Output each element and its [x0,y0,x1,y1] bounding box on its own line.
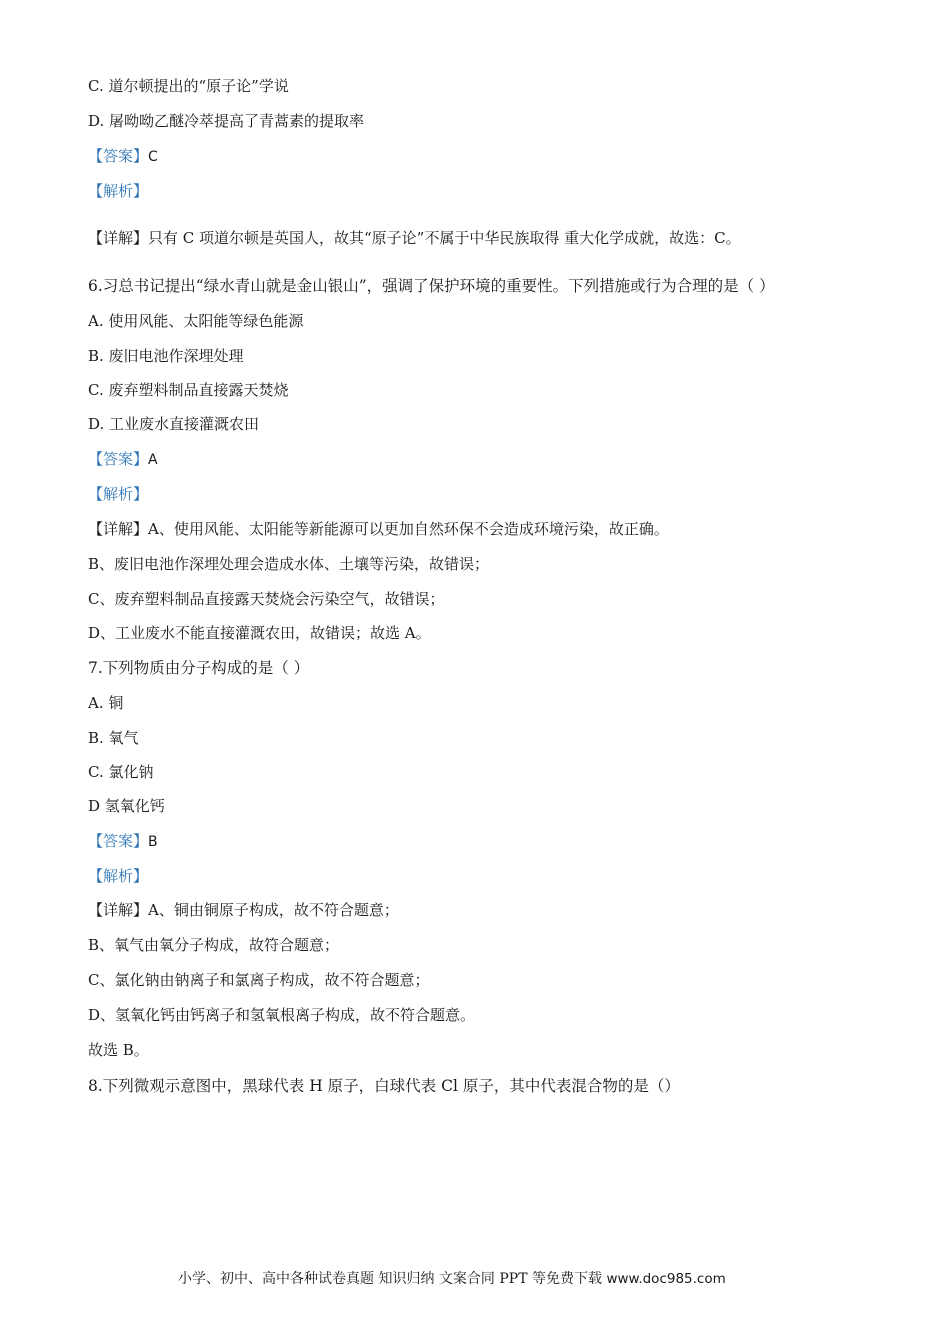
footer-site-link[interactable]: www.doc985.com [606,1271,726,1287]
q5-option-c: C. 道尔顿提出的“原子论”学说 [88,77,289,95]
q6-answer [88,449,158,470]
q6-detail-3: C、废弃塑料制品直接露天焚烧会污染空气，故错误； [88,590,445,608]
q6-option-c: C. 废弃塑料制品直接露天焚烧 [88,381,289,399]
footer-text: 小学、初中、高中各种试卷真题 知识归纳 文案合同 PPT 等免费下载 [178,1271,607,1287]
q7-detail-3: C、氯化钠由钠离子和氯离子构成，故不符合题意； [88,971,430,989]
q7-analysis-label: 【解析】 [88,867,149,885]
answer-label: 【答案】 [88,147,149,165]
q8-question: 8.下列微观示意图中，黑球代表 H 原子，白球代表 Cl 原子，其中代表混合物的是（） [88,1077,680,1095]
q7-option-c: C. 氯化钠 [88,763,154,781]
answer-value: B [148,834,158,850]
q5-analysis-label: 【解析】 [88,182,149,200]
q7-option-b: B. 氧气 [88,729,139,747]
answer-value: C [148,149,158,165]
q6-detail-2: B、废旧电池作深埋处理会造成水体、土壤等污染，故错误； [88,555,490,573]
q5-option-d: D. 屠呦呦乙醚冷萃提高了青蒿素的提取率 [88,112,365,130]
q7-question: 7.下列物质由分子构成的是（ ） [88,659,310,677]
q6-detail-4: D、工业废水不能直接灌溉农田，故错误；故选 A。 [88,624,431,642]
q7-detail-2: B、氧气由氧分子构成，故符合题意； [88,936,340,954]
q7-option-d: D 氢氧化钙 [88,797,165,815]
answer-label: 【答案】 [88,450,149,468]
q5-detail: 【详解】只有 C 项道尔顿是英国人，故其“原子论”不属于中华民族取得 重大化学成就，故选：C。 [88,229,741,247]
answer-value: A [148,452,158,468]
page-footer [178,1270,726,1288]
q7-option-a: A. 铜 [88,694,124,712]
q7-detail-4: D、氢氧化钙由钙离子和氢氧根离子构成，故不符合题意。 [88,1006,476,1024]
q6-question: 6.习总书记提出“绿水青山就是金山银山”，强调了保护环境的重要性。下列措施或行为合理的是（ ） [88,277,775,295]
q7-answer [88,831,158,852]
q6-option-b: B. 废旧电池作深埋处理 [88,347,244,365]
q6-analysis-label: 【解析】 [88,485,149,503]
q7-conclusion: 故选 B。 [88,1041,149,1059]
q5-answer [88,146,158,167]
q6-option-a: A. 使用风能、太阳能等绿色能源 [88,312,304,330]
q6-option-d: D. 工业废水直接灌溉农田 [88,415,260,433]
answer-label: 【答案】 [88,832,149,850]
q6-detail-1: 【详解】A、使用风能、太阳能等新能源可以更加自然环保不会造成环境污染，故正确。 [88,520,669,538]
q7-detail-1: 【详解】A、铜由铜原子构成，故不符合题意； [88,901,399,919]
